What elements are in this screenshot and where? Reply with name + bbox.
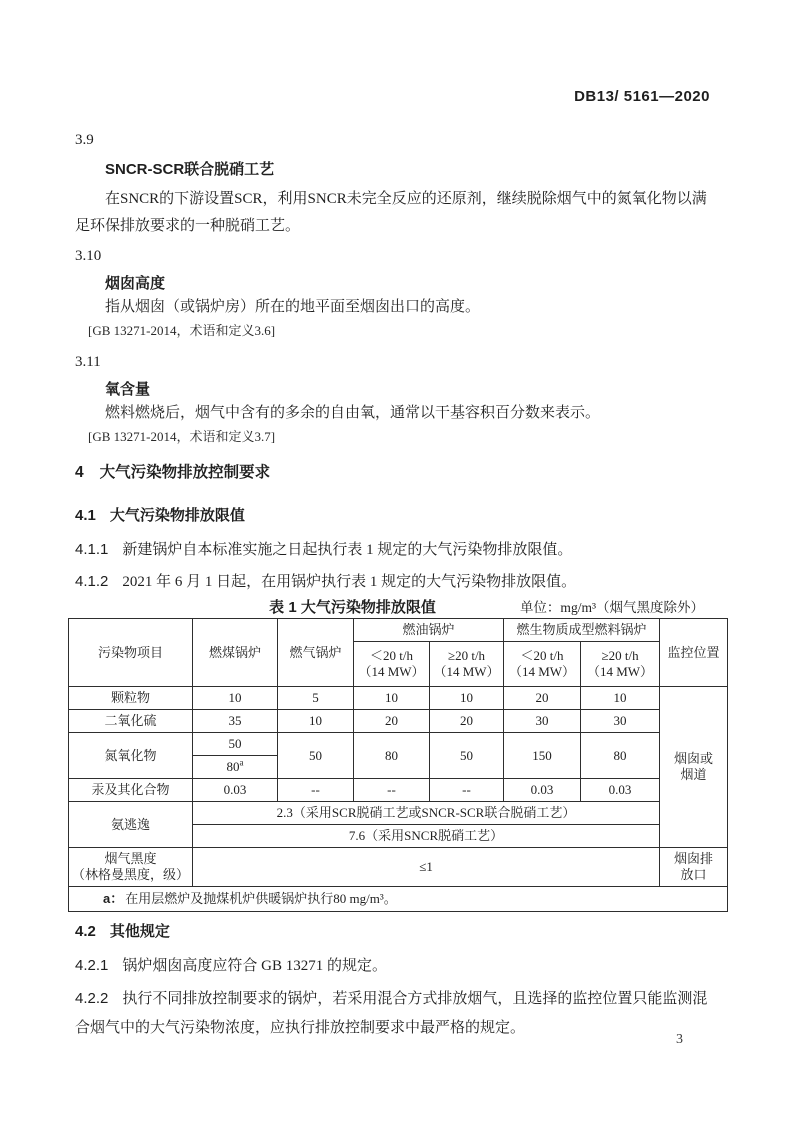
table-cell: 35: [193, 710, 278, 733]
column-header-oil-ge20: ≥20 t/h （14 MW）: [430, 642, 504, 687]
row-label: 烟气黑度 （林格曼黑度，级）: [69, 848, 193, 887]
table-cell-ammonia-sncr: 7.6（采用SNCR脱硝工艺）: [193, 825, 660, 848]
table-cell: 150: [504, 733, 581, 779]
table-row-mercury: [69, 779, 728, 802]
column-header-coal-boiler: 燃煤锅炉: [193, 619, 278, 687]
table-row-particulate: [69, 687, 728, 710]
table-cell: 10: [430, 687, 504, 710]
table-footnote-row: [69, 887, 728, 912]
page-number: 3: [676, 1032, 683, 1047]
column-header-bio-lt20: ＜20 t/h （14 MW）: [504, 642, 581, 687]
clause-4-2-2: [75, 984, 710, 1043]
footnote-marker: a: [239, 757, 244, 768]
table-cell: 30: [504, 710, 581, 733]
table-cell: --: [354, 779, 430, 802]
clause-4-1-1: [75, 540, 710, 560]
row-label: 二氧化硫: [69, 710, 193, 733]
term-title-3-11: 氧含量: [105, 381, 151, 398]
doc-code: DB13/ 5161—2020: [574, 88, 710, 105]
table-unit-note: 单位：mg/m³（烟气黑度除外）: [519, 600, 704, 615]
section-number-3-9: 3.9: [75, 132, 94, 148]
table-row-nox-top: [69, 733, 728, 756]
clause-text-4-1-2: 2021 年 6 月 1 日起，在用锅炉执行表 1 规定的大气污染物排放限值。: [122, 574, 577, 590]
table-cell: 20: [504, 687, 581, 710]
row-label: 汞及其化合物: [69, 779, 193, 802]
table-cell-ammonia-scr: 2.3（采用SCR脱硝工艺或SNCR-SCR联合脱硝工艺）: [193, 802, 660, 825]
table-cell: 0.03: [193, 779, 278, 802]
table-cell: 80: [581, 733, 660, 779]
table-cell: 0.03: [581, 779, 660, 802]
clause-text-4-2-1: 锅炉烟囱高度应符合 GB 13271 的规定。: [122, 958, 387, 974]
subsection-number-4-2: 4.2: [75, 923, 96, 940]
table-header-row-1: [69, 619, 728, 642]
table-cell: 80: [354, 733, 430, 779]
row-label: 氨逃逸: [69, 802, 193, 848]
term-title-3-10: 烟囱高度: [105, 275, 166, 292]
section-number-3-10: 3.10: [75, 248, 102, 264]
table-cell: 10: [278, 710, 354, 733]
term-source-3-11: [GB 13271-2014，术语和定义3.7]: [88, 429, 276, 444]
row-label: 氮氧化物: [69, 733, 193, 779]
clause-text-4-1-1: 新建锅炉自本标准实施之日起执行表 1 规定的大气污染物排放限值。: [122, 542, 573, 558]
subsection-title-4-2: 其他规定: [109, 923, 170, 940]
table-cell: 10: [193, 687, 278, 710]
chapter-title: 大气污染物排放控制要求: [99, 464, 271, 481]
table-row-ammonia-1: [69, 802, 728, 825]
term-definition-3-10: 指从烟囱（或锅炉房）所在的地平面至烟囱出口的高度。: [105, 299, 481, 315]
column-header-gas-boiler: 燃气锅炉: [278, 619, 354, 687]
subsection-title-4-1: 大气污染物排放限值: [109, 507, 245, 524]
column-header-pollutant: 污染物项目: [69, 619, 193, 687]
monitor-outlet-cell: 烟囱排 放口: [660, 848, 728, 887]
subsection-heading-4-1: [75, 506, 710, 526]
subsection-number-4-1: 4.1: [75, 507, 96, 524]
table-caption-row: [75, 598, 710, 618]
table-cell: 10: [581, 687, 660, 710]
term-definition-3-9: 在SNCR的下游设置SCR，利用SNCR未完全反应的还原剂，继续脱除烟气中的氮氧化物以满足环保排放要求的一种脱硝工艺。: [75, 191, 707, 234]
table-cell-nox-coal-new: 50: [193, 733, 278, 756]
emission-limits-table: [68, 618, 728, 912]
clause-text-4-2-2: 执行不同排放控制要求的锅炉，若采用混合方式排放烟气，且选择的监控位置只能监测混合烟气中的大气污染物浓度，应执行排放控制要求中最严格的规定。: [75, 991, 708, 1036]
table-cell: 20: [354, 710, 430, 733]
table-cell-nox-coal-existing: 80$^a$: [193, 756, 278, 779]
table-row-so2: [69, 710, 728, 733]
clause-number-4-1-2: 4.1.2: [75, 573, 109, 590]
term-title-3-9: SNCR-SCR联合脱硝工艺: [105, 161, 275, 178]
footnote-label: a：: [103, 891, 124, 907]
clause-number-4-2-1: 4.2.1: [75, 957, 109, 974]
clause-4-2-1: [75, 956, 710, 976]
row-label: 颗粒物: [69, 687, 193, 710]
column-header-oil-lt20: ＜20 t/h （14 MW）: [354, 642, 430, 687]
column-group-oil-boiler: 燃油锅炉: [354, 619, 504, 642]
table-cell: --: [278, 779, 354, 802]
subsection-heading-4-2: [75, 922, 710, 942]
table-row-blackness: [69, 848, 728, 887]
monitor-position-cell: 烟囱或 烟道: [660, 687, 728, 848]
clause-number-4-2-2: 4.2.2: [75, 990, 109, 1007]
table-cell: 30: [581, 710, 660, 733]
table-cell: 20: [430, 710, 504, 733]
table-footnote: [69, 887, 728, 912]
footnote-text: 在用层燃炉及抛煤机炉供暖锅炉执行80 mg/m³。: [125, 891, 397, 907]
table-cell: 0.03: [504, 779, 581, 802]
table-cell-blackness-value: ≤1: [193, 848, 660, 887]
column-header-monitor-position: 监控位置: [660, 619, 728, 687]
table-cell: 50: [430, 733, 504, 779]
section-number-3-11: 3.11: [75, 354, 101, 370]
table-caption: 表 1 大气污染物排放限值: [269, 599, 436, 616]
term-definition-3-11: 燃料燃烧后，烟气中含有的多余的自由氧，通常以干基容积百分数来表示。: [105, 405, 601, 421]
table-cell: 10: [354, 687, 430, 710]
chapter-heading: [75, 462, 710, 484]
table-cell: 5: [278, 687, 354, 710]
clause-number-4-1-1: 4.1.1: [75, 541, 109, 558]
table-cell: --: [430, 779, 504, 802]
table-cell: 50: [278, 733, 354, 779]
column-group-biomass-boiler: 燃生物质成型燃料锅炉: [504, 619, 660, 642]
term-source-3-10: [GB 13271-2014，术语和定义3.6]: [88, 323, 276, 338]
column-header-bio-ge20: ≥20 t/h （14 MW）: [581, 642, 660, 687]
chapter-number: 4: [75, 464, 84, 481]
clause-4-1-2: [75, 572, 710, 592]
